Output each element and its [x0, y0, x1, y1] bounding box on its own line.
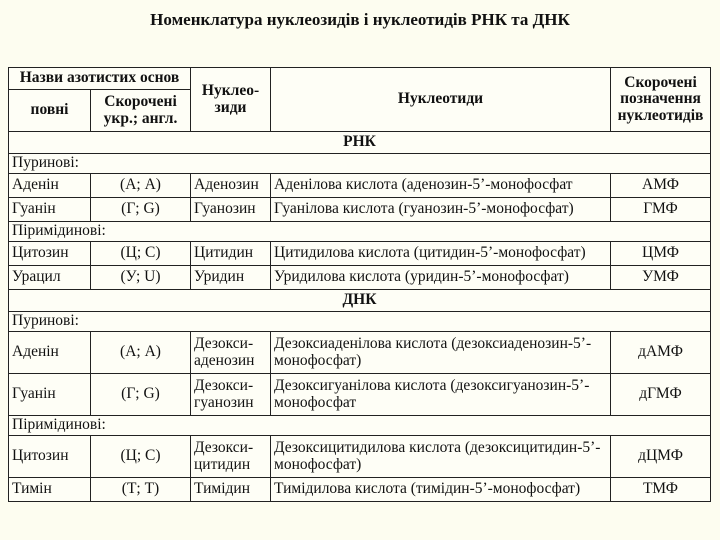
nucleoside: Цитидин — [191, 242, 271, 266]
nucleotide-code: ГМФ — [611, 198, 711, 222]
group-label: Пуринові: — [9, 154, 711, 174]
base-name: Аденін — [9, 332, 91, 374]
nucleotide: Цитидилова кислота (цитидин-5’-монофосфат) — [271, 242, 611, 266]
nucleoside: Уридин — [191, 266, 271, 290]
nucleoside: Дезокси-цитидин — [191, 436, 271, 478]
base-abbr: (Ц; C) — [91, 436, 191, 478]
abbr-header: Скорочені укр.; англ. — [91, 90, 191, 132]
nucleosides-header: Нуклео-зиди — [191, 68, 271, 132]
base-abbr: (Ц; C) — [91, 242, 191, 266]
nucleotide-code: АМФ — [611, 174, 711, 198]
base-abbr: (А; A) — [91, 332, 191, 374]
base-name: Гуанін — [9, 198, 91, 222]
base-name: Тимін — [9, 478, 91, 502]
nucleotide-code: дЦМФ — [611, 436, 711, 478]
full-names-header: повні — [9, 90, 91, 132]
nucleoside: Дезокси-гуанозин — [191, 374, 271, 416]
base-name: Аденін — [9, 174, 91, 198]
nucleoside: Аденозин — [191, 174, 271, 198]
group-label: Піримідинові: — [9, 222, 711, 242]
table-row — [9, 374, 711, 416]
base-abbr: (У; U) — [91, 266, 191, 290]
nucleotide: Уридилова кислота (уридин-5’-монофосфат) — [271, 266, 611, 290]
base-name: Урацил — [9, 266, 91, 290]
table-row — [9, 174, 711, 198]
section-label-dna: ДНК — [9, 290, 711, 312]
group-row — [9, 222, 711, 242]
table-row — [9, 478, 711, 502]
table-row — [9, 242, 711, 266]
base-abbr: (Г; G) — [91, 198, 191, 222]
section-row-rna — [9, 132, 711, 154]
nomenclature-table — [8, 67, 711, 502]
nucleotide: Дезоксиаденілова кислота (дезоксиаденозин-5’-монофосфат) — [271, 332, 611, 374]
base-abbr: (Г; G) — [91, 374, 191, 416]
base-name: Гуанін — [9, 374, 91, 416]
nucleoside: Тимідин — [191, 478, 271, 502]
base-abbr: (А; A) — [91, 174, 191, 198]
base-abbr: (Т; T) — [91, 478, 191, 502]
header-row-1 — [9, 68, 711, 90]
group-label: Пуринові: — [9, 312, 711, 332]
nucleoside: Гуанозин — [191, 198, 271, 222]
page-title: Номенклатура нуклеозидів і нуклеотидів РНК та ДНК — [150, 10, 570, 29]
group-row — [9, 416, 711, 436]
nucleotide-code: дАМФ — [611, 332, 711, 374]
table-row — [9, 436, 711, 478]
nucleotide: Тимідилова кислота (тимідин-5’-монофосфат) — [271, 478, 611, 502]
nucleotide-code: ТМФ — [611, 478, 711, 502]
nucleotide-code: УМФ — [611, 266, 711, 290]
nucleotides-header: Нуклеотиди — [271, 68, 611, 132]
table-row — [9, 198, 711, 222]
table-row — [9, 332, 711, 374]
nucleotide-code: дГМФ — [611, 374, 711, 416]
section-label-rna: РНК — [9, 132, 711, 154]
nucleotide-code: ЦМФ — [611, 242, 711, 266]
nucleotide: Дезоксицитидилова кислота (дезоксицитидин-5’-монофосфат) — [271, 436, 611, 478]
group-row — [9, 312, 711, 332]
section-row-dna — [9, 290, 711, 312]
base-name: Цитозин — [9, 436, 91, 478]
base-name: Цитозин — [9, 242, 91, 266]
group-label: Піримідинові: — [9, 416, 711, 436]
nucleotide: Гуанілова кислота (гуанозин-5’-монофосфат) — [271, 198, 611, 222]
table-row — [9, 266, 711, 290]
nucleotide: Аденілова кислота (аденозин-5’-монофосфат — [271, 174, 611, 198]
short-notation-header: Скорочені позначення нуклеотидів — [611, 68, 711, 132]
nucleotide: Дезоксигуанілова кислота (дезоксигуанозин-5’-монофосфат — [271, 374, 611, 416]
nucleoside: Дезокси-аденозин — [191, 332, 271, 374]
group-row — [9, 154, 711, 174]
bases-header: Назви азотистих основ — [9, 68, 191, 90]
